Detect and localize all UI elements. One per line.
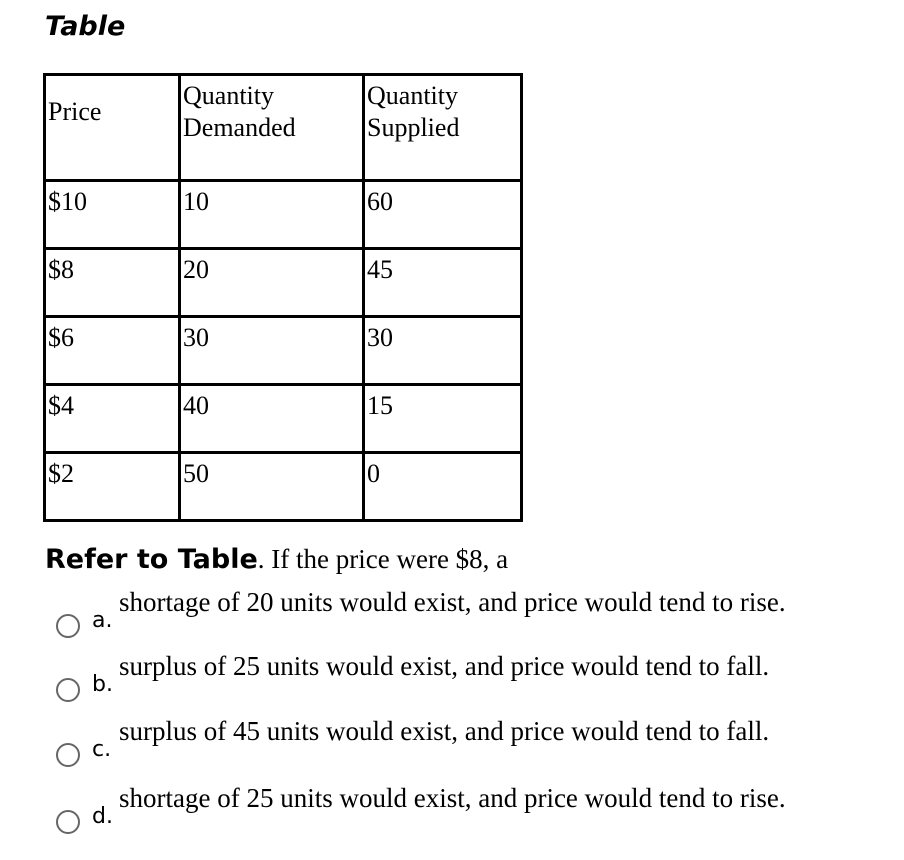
cell-price: $4	[45, 385, 180, 453]
cell-quantity-supplied: 30	[364, 317, 522, 385]
supply-demand-table	[43, 73, 523, 522]
option-letter: d.	[92, 804, 113, 829]
option-text[interactable]: shortage of 20 units would exist, and price would tend to rise.	[119, 587, 786, 617]
header-quantity-demanded: Quantity Demanded	[180, 75, 364, 181]
table-heading: Table	[45, 11, 126, 42]
cell-price: $10	[45, 181, 180, 249]
header-price: Price	[45, 75, 180, 181]
question-bold-prefix: Refer to Table	[45, 544, 258, 575]
table-row	[45, 249, 522, 317]
radio-button[interactable]	[56, 678, 80, 702]
cell-price: $2	[45, 453, 180, 521]
question-body: . If the price were $8, a	[257, 544, 509, 574]
answer-option-d[interactable]	[56, 783, 896, 860]
header-quantity-supplied: Quantity Supplied	[364, 75, 522, 181]
cell-price: $6	[45, 317, 180, 385]
cell-quantity-demanded: 40	[180, 385, 364, 453]
radio-button[interactable]	[56, 614, 80, 638]
cell-price: $8	[45, 249, 180, 317]
option-letter: c.	[92, 737, 112, 762]
option-text[interactable]: shortage of 25 units would exist, and price would tend to rise.	[119, 783, 786, 813]
cell-quantity-supplied: 45	[364, 249, 522, 317]
cell-quantity-demanded: 50	[180, 453, 364, 521]
radio-button[interactable]	[56, 743, 80, 767]
option-text[interactable]: surplus of 45 units would exist, and price would tend to fall.	[119, 716, 770, 746]
cell-quantity-demanded: 30	[180, 317, 364, 385]
table-row	[45, 453, 522, 521]
cell-quantity-supplied: 15	[364, 385, 522, 453]
cell-quantity-demanded: 10	[180, 181, 364, 249]
table-row	[45, 385, 522, 453]
option-letter: a.	[92, 608, 113, 633]
cell-quantity-demanded: 20	[180, 249, 364, 317]
question-text	[45, 540, 508, 579]
table-header-row	[45, 75, 522, 181]
table-row	[45, 317, 522, 385]
option-letter: b.	[92, 672, 113, 697]
option-text[interactable]: surplus of 25 units would exist, and price would tend to fall.	[119, 651, 770, 681]
cell-quantity-supplied: 60	[364, 181, 522, 249]
cell-quantity-supplied: 0	[364, 453, 522, 521]
table-row	[45, 181, 522, 249]
radio-button[interactable]	[56, 810, 80, 834]
